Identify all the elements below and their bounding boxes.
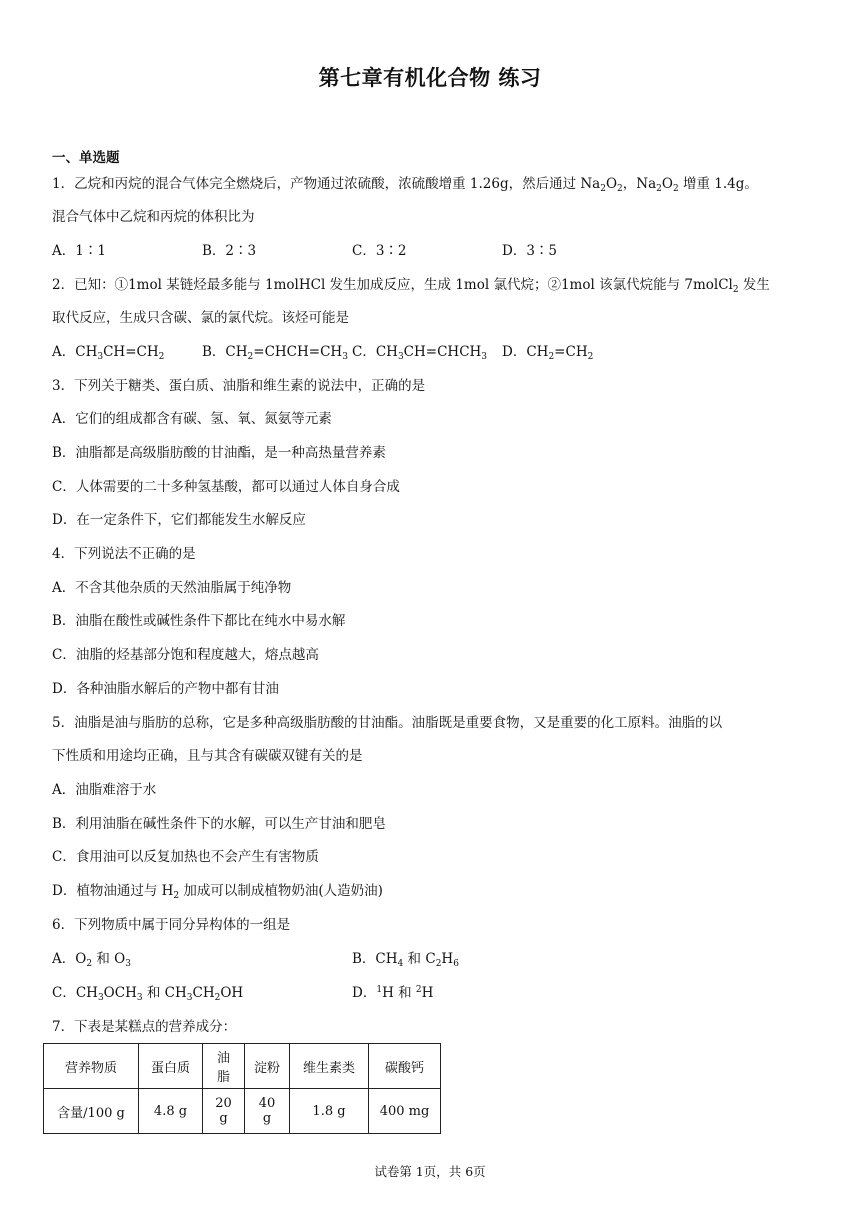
- question-2-option-c: C．$CH_3CH=CHCH_3$: [352, 344, 488, 362]
- question-3-option-a: A．它们的组成都含有碳、氢、氧、氮氨等元素: [52, 411, 332, 427]
- question-1-option-c: C．3∶2: [352, 243, 407, 259]
- question-1-option-b: B．2∶3: [202, 243, 257, 259]
- table-header-cell: 淀粉: [245, 1044, 290, 1089]
- question-5-line-2: 下性质和用途均正确，且与其含有碳碳双键有关的是: [52, 748, 363, 764]
- page-title: 第七章有机化合物 练习: [318, 66, 542, 90]
- question-5-option-a: A．油脂难溶于水: [52, 782, 157, 798]
- table-cell: 1.8 g: [290, 1089, 369, 1134]
- question-1-line-1: 1．乙烷和丙烷的混合气体完全燃烧后，产物通过浓硫酸，浓硫酸增重 1.26g，然后通过 $Na_2O_2$，$Na_2O_2$ 增重 1.4g。: [52, 176, 758, 194]
- question-4-option-d: D．各种油脂水解后的产物中都有甘油: [52, 681, 279, 697]
- question-2-option-b: B．$CH_2=CHCH=CH_3$: [202, 344, 348, 362]
- question-2-option-a: A．$CH_3CH=CH_2$: [52, 344, 165, 362]
- question-5-option-d: D．植物油通过与 $H_2$ 加成可以制成植物奶油(人造奶油): [52, 883, 383, 901]
- table-row: [44, 1089, 441, 1134]
- question-4-stem: 4．下列说法不正确的是: [52, 546, 196, 562]
- question-3-option-d: D．在一定条件下，它们都能发生水解反应: [52, 512, 306, 528]
- question-5-line-1: 5．油脂是油与脂肪的总称，它是多种高级脂肪酸的甘油酯。油脂既是重要食物，又是重要的化工原料。油脂的以: [52, 715, 723, 731]
- table-header-cell: 维生素类: [290, 1044, 369, 1089]
- question-3-option-c: C．人体需要的二十多种氢基酸，都可以通过人体自身合成: [52, 479, 400, 495]
- page-footer: 试卷第 1页，共 6页: [374, 1164, 486, 1179]
- question-3-stem: 3．下列关于糖类、蛋白质、油脂和维生素的说法中，正确的是: [52, 378, 426, 394]
- question-3-option-b: B．油脂都是高级脂肪酸的甘油酯，是一种高热量营养素: [52, 445, 386, 461]
- nutrition-table: [43, 1043, 441, 1134]
- question-6-stem: 6．下列物质中属于同分异构体的一组是: [52, 917, 291, 933]
- table-cell: 4.8 g: [139, 1089, 203, 1134]
- question-2-line-2: 取代反应，生成只含碳、氯的氯代烷。该烃可能是: [52, 310, 349, 326]
- question-4-option-a: A．不含其他杂质的天然油脂属于纯净物: [52, 580, 292, 596]
- question-7-stem: 7．下表是某糕点的营养成分：: [52, 1019, 237, 1035]
- table-cell: 400 mg: [369, 1089, 441, 1134]
- question-6-option-a: A．$O_2$ 和 $O_3$: [52, 951, 131, 969]
- table-header-cell: 碳酸钙: [369, 1044, 441, 1089]
- question-6-option-c: C．$CH_3OCH_3$ 和 $CH_3CH_2OH$: [52, 985, 244, 1003]
- table-cell: 含量/100 g: [44, 1089, 139, 1134]
- question-6-option-b: B．$CH_4$ 和 $C_2H_6$: [352, 951, 459, 969]
- question-1-option-d: D．3∶5: [502, 243, 558, 259]
- table-cell: 40 g: [245, 1089, 290, 1134]
- question-5-option-c: C．食用油可以反复加热也不会产生有害物质: [52, 849, 319, 865]
- table-header-row: [44, 1044, 441, 1089]
- question-4-option-c: C．油脂的烃基部分饱和程度越大，熔点越高: [52, 647, 319, 663]
- section-heading: 一、单选题: [52, 150, 120, 166]
- question-4-option-b: B．油脂在酸性或碱性条件下都比在纯水中易水解: [52, 613, 346, 629]
- table-header-cell: 蛋白质: [139, 1044, 203, 1089]
- table-header-cell: 油脂: [203, 1044, 245, 1089]
- table-cell: 20 g: [203, 1089, 245, 1134]
- question-2-line-1: 2．已知：①1mol 某链烃最多能与 1molHCl 发生加成反应，生成 1mol 氯代烷；②1mol 该氯代烷能与 7molCl$_2$ 发生: [52, 277, 770, 295]
- question-5-option-b: B．利用油脂在碱性条件下的水解，可以生产甘油和肥皂: [52, 816, 386, 832]
- question-6-option-d: D．$^1$H 和 $^2$H: [352, 985, 434, 1001]
- question-1-option-a: A．1∶1: [52, 243, 106, 259]
- question-2-option-d: D．$CH_2=CH_2$: [502, 344, 594, 362]
- question-1-line-2: 混合气体中乙烷和丙烷的体积比为: [52, 209, 255, 225]
- table-header-cell: 营养物质: [44, 1044, 139, 1089]
